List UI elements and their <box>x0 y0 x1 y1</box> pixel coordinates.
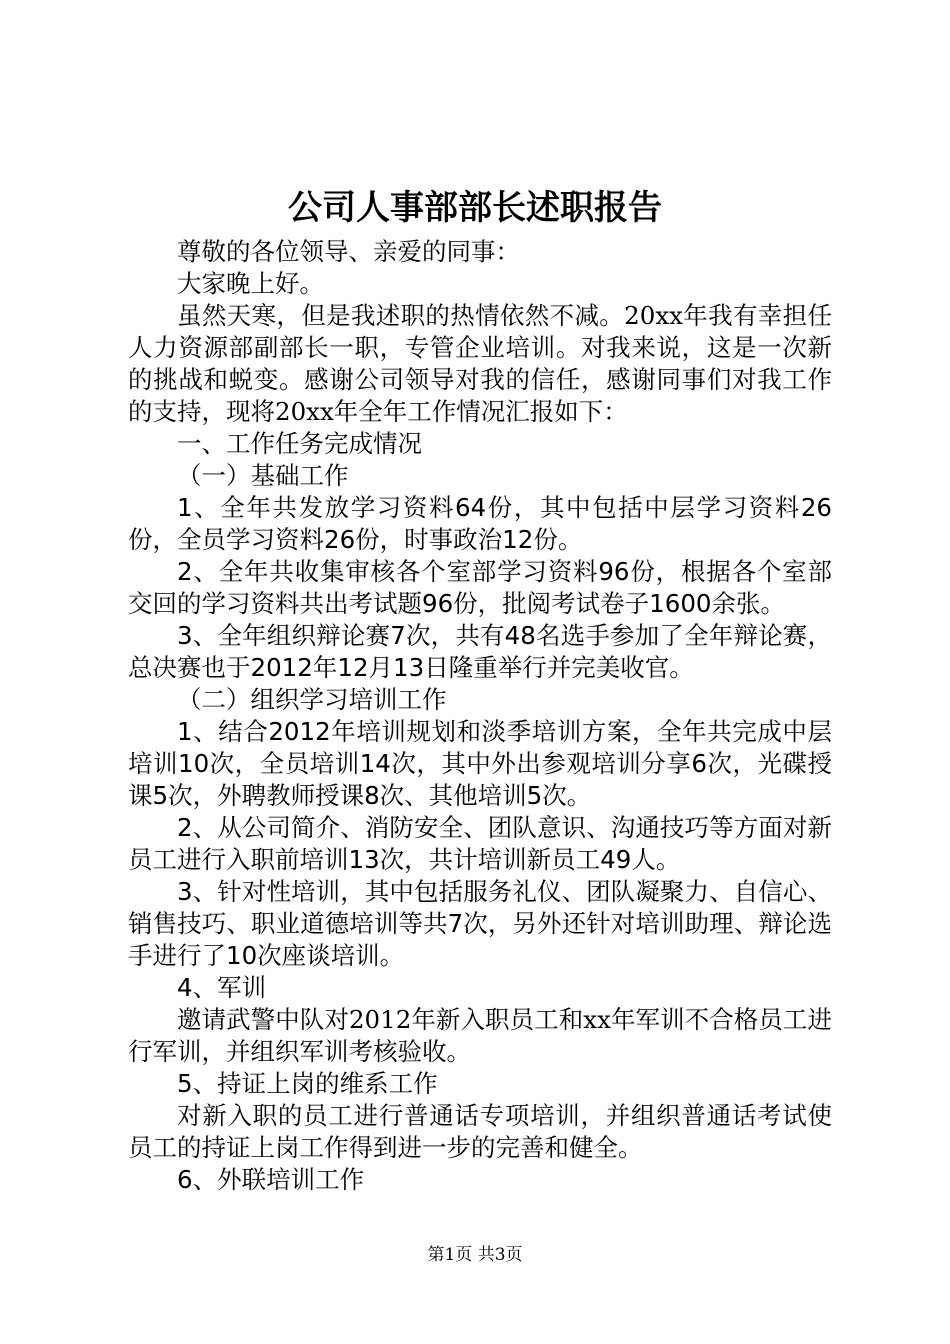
paragraph: 1、全年共发放学习资料64份，其中包括中层学习资料26份，全员学习资料26份，时事政治12份。 <box>128 493 832 554</box>
item-heading: 5、持证上岗的维系工作 <box>177 1069 438 1098</box>
document-body <box>128 236 832 1196</box>
paragraph: 3、全年组织辩论赛7次，共有48名选手参加了全年辩论赛，总决赛也于2012年12月13日隆重举行并完美收官。 <box>128 621 832 682</box>
paragraph: 邀请武警中队对2012年新入职员工和xx年军训不合格员工进行军训，并组织军训考核验收。 <box>128 1005 832 1066</box>
paragraph: 2、全年共收集审核各个室部学习资料96份，根据各个室部交回的学习资料共出考试题96份，批阅考试卷子1600余张。 <box>128 557 832 618</box>
paragraph: 1、结合2012年培训规划和淡季培训方案，全年共完成中层培训10次，全员培训14次，其中外出参观培训分享6次，光碟授课5次，外聘教师授课8次、其他培训5次。 <box>128 717 832 810</box>
paragraph: 大家晚上好。 <box>177 269 324 298</box>
paragraph: 3、针对性培训，其中包括服务礼仪、团队凝聚力、自信心、销售技巧、职业道德培训等共7次，另外还针对培训助理、辩论选手进行了10次座谈培训。 <box>128 877 832 970</box>
page-footer: 第1页 共3页 <box>427 1245 523 1265</box>
paragraph: 2、从公司简介、消防安全、团队意识、沟通技巧等方面对新员工进行入职前培训13次，共计培训新员工49人。 <box>128 813 832 874</box>
item-heading: 6、外联培训工作 <box>177 1165 365 1194</box>
paragraph: 虽然天寒，但是我述职的热情依然不减。20xx年我有幸担任人力资源部副部长一职，专管企业培训。对我来说，这是一次新的挑战和蜕变。感谢公司领导对我的信任，感谢同事们对我工作的支持，现将20xx年全年工作情况汇报如下： <box>128 301 832 426</box>
document-title: 公司人事部部长述职报告 <box>288 188 662 228</box>
subsection-heading: （二）组织学习培训工作 <box>177 685 447 714</box>
subsection-heading: （一）基础工作 <box>177 461 349 490</box>
section-heading: 一、工作任务完成情况 <box>177 429 422 458</box>
item-heading: 4、军训 <box>177 973 267 1002</box>
paragraph: 对新入职的员工进行普通话专项培训，并组织普通话考试使员工的持证上岗工作得到进一步的完善和健全。 <box>128 1101 832 1162</box>
paragraph: 尊敬的各位领导、亲爱的同事： <box>177 237 520 266</box>
